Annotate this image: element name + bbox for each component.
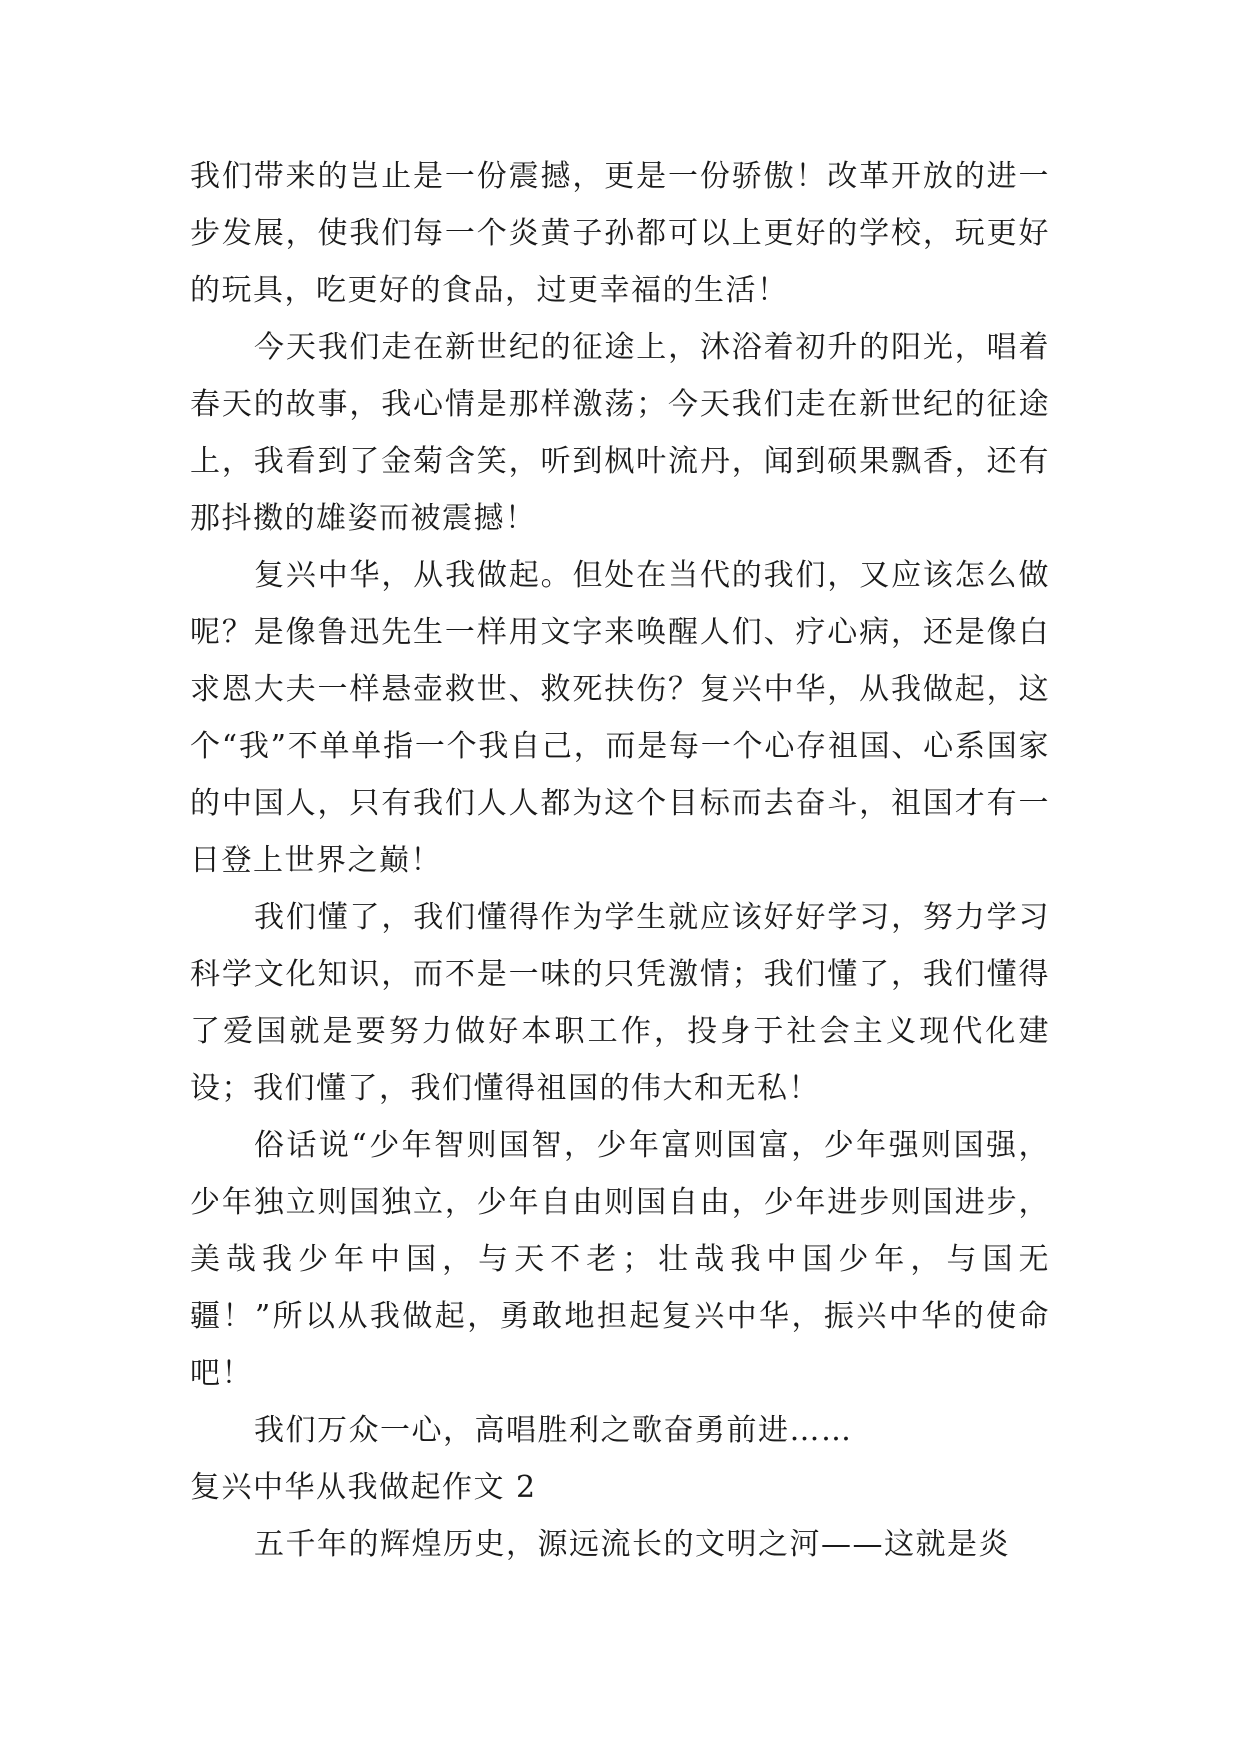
paragraph-6: 我们万众一心，高唱胜利之歌奋勇前进……	[254, 1413, 853, 1448]
paragraph-2: 今天我们走在新世纪的征途上，沐浴着初升的阳光，唱着春天的故事，我心情是那样激荡；今天我们走在新世纪的征途上，我看到了金菊含笑，听到枫叶流丹，闻到硕果飘香，还有那抖擞的雄姿而被震撼！	[190, 330, 1050, 536]
section-title: 复兴中华从我做起作文 2	[190, 1470, 537, 1505]
paragraph-4: 我们懂了，我们懂得作为学生就应该好好学习，努力学习科学文化知识，而不是一味的只凭激情；我们懂了，我们懂得了爱国就是要努力做好本职工作，投身于社会主义现代化建设；我们懂了，我们懂得祖国的伟大和无私！	[190, 900, 1050, 1106]
paragraph-7: 五千年的辉煌历史，源远流长的文明之河——这就是炎	[254, 1527, 1010, 1562]
paragraph-1: 我们带来的岂止是一份震撼，更是一份骄傲！改革开放的进一步发展，使我们每一个炎黄子孙都可以上更好的学校，玩更好的玩具，吃更好的食品，过更幸福的生活！	[190, 159, 1050, 308]
paragraph-3: 复兴中华，从我做起。但处在当代的我们，又应该怎么做呢？是像鲁迅先生一样用文字来唤醒人们、疗心病，还是像白求恩大夫一样悬壶救世、救死扶伤？复兴中华，从我做起，这个“我”不单单指一个我自己，而是每一个心存祖国、心系国家的中国人，只有我们人人都为这个目标而去奋斗，祖国才有一日登上世界之巅！	[190, 558, 1050, 878]
document-body	[190, 148, 1050, 1573]
paragraph-5: 俗话说“少年智则国智，少年富则国富，少年强则国强，少年独立则国独立，少年自由则国自由，少年进步则国进步，美哉我少年中国，与天不老；壮哉我中国少年，与国无疆！”所以从我做起，勇敢地担起复兴中华，振兴中华的使命吧！	[190, 1128, 1050, 1391]
